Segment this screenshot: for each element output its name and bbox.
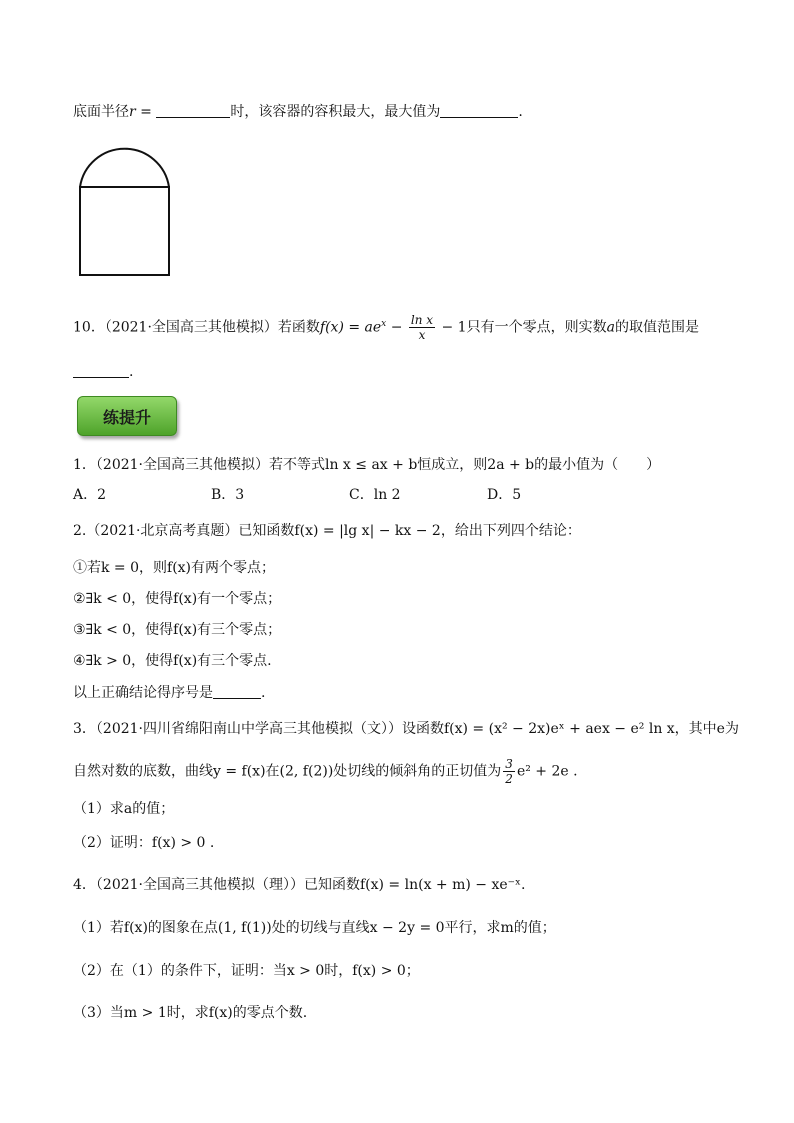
p3-fraction: $\frac{3}{2}$ xyxy=(505,757,513,786)
answer-blank[interactable] xyxy=(440,103,518,118)
p3-line2: 自然对数的底数，曲线y = f(x)在(2, f(2))处切线的倾斜角的正切值为 $\frac{3}{2}$ e² + 2e . xyxy=(73,757,578,786)
option-c[interactable]: C．ln 2 xyxy=(349,487,401,503)
option-a[interactable]: A．2 xyxy=(73,487,107,503)
answer-blank[interactable] xyxy=(73,363,129,378)
p2-item-2: ②∃k < 0，使得f(x)有一个零点； xyxy=(73,591,282,607)
p4-sub1: （1）若f(x)的图象在点(1, f(1))处的切线与直线x − 2y = 0平行，求m的值； xyxy=(73,920,556,936)
q10-fraction: $\frac{\text{ln x}}{x}$ xyxy=(410,313,434,342)
p2-item-1: ①若k = 0，则f(x)有两个零点； xyxy=(73,560,276,576)
answer-blank[interactable] xyxy=(213,684,261,699)
p4-stem: 4．（2021·全国高三其他模拟（理））已知函数f(x) = ln(x + m) − xe⁻ˣ. xyxy=(73,877,526,893)
section-badge: 练提升 xyxy=(77,396,177,436)
p2-item-3: ③∃k < 0，使得f(x)有三个零点； xyxy=(73,622,282,638)
semicircle-top xyxy=(80,149,169,187)
q9-tail-line: 底面半径r = 时，该容器的容积最大，最大值为 . xyxy=(73,104,523,120)
container-figure xyxy=(78,142,172,278)
answer-blank[interactable] xyxy=(156,103,230,118)
p2-item-4: ④∃k > 0，使得f(x)有三个零点. xyxy=(73,653,272,669)
p4-sub3: （3）当m > 1时，求f(x)的零点个数. xyxy=(73,1005,308,1021)
option-b[interactable]: B．3 xyxy=(211,487,245,503)
q10-line: 10．（2021·全国高三其他模拟）若函数$f(x) = ae^x$ − $\frac{\text{ln x}}{x}$ − 1只有一个零点，则实数a的取值范围是 xyxy=(73,313,699,342)
option-d[interactable]: D．5 xyxy=(487,487,522,503)
p1-stem: 1．（2021·全国高三其他模拟）若不等式ln x ≤ ax + b恒成立，则2a + b的最小值为（ ） xyxy=(73,457,661,473)
p4-sub2: （2）在（1）的条件下，证明：当x > 0时，f(x) > 0； xyxy=(73,963,420,979)
rectangle-body xyxy=(80,187,169,275)
p1-options xyxy=(73,485,625,505)
p2-stem: 2.（2021·北京高考真题）已知函数f(x) = |lg x| − kx − 2，给出下列四个结论： xyxy=(73,523,581,539)
p3-sub2: （2）证明：f(x) > 0 . xyxy=(73,835,215,851)
p3-sub1: （1）求a的值； xyxy=(73,801,175,817)
q10-answer-line: . xyxy=(73,362,133,382)
p3-stem: 3．（2021·四川省绵阳南山中学高三其他模拟（文））设函数f(x) = (x² − 2x)eˣ + aex − e² ln x，其中e为 xyxy=(73,721,739,737)
p2-ask: 以上正确结论得序号是 . xyxy=(73,685,266,701)
